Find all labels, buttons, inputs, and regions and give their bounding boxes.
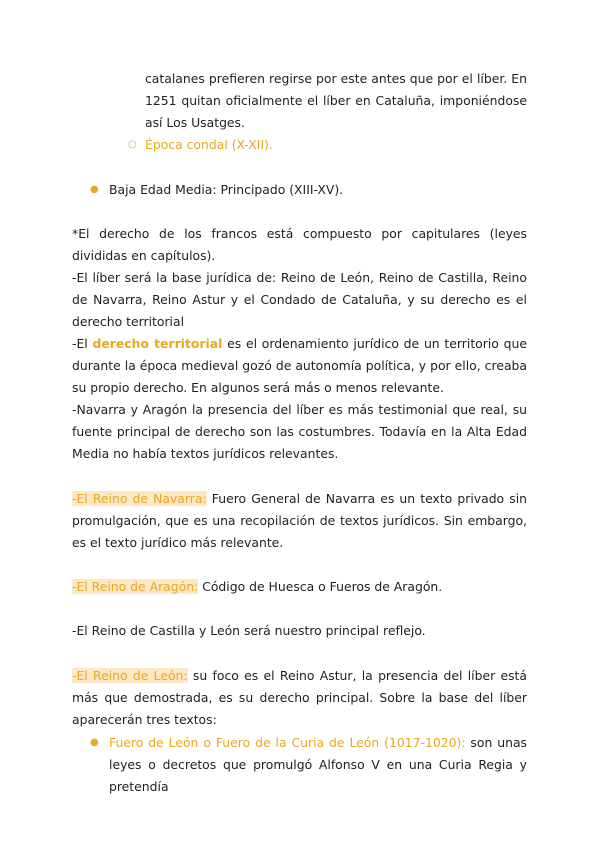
- paragraph-derecho-territorial: -El derecho territorial es el ordenamiento jurídico de un territorio que durante la época medieval gozó de autonomía política, y por ello, creaba su propio derecho. En algunos será más o menos relevante.: [72, 336, 527, 395]
- paragraph-liber: -El líber será la base jurídica de: Reino de León, Reino de Castilla, Reino de Navarra, Reino Astur y el Condado de Cataluña, y su derecho es el derecho territorial: [72, 270, 527, 329]
- term-derecho-territorial: derecho territorial: [92, 336, 223, 351]
- label-reino-aragon: -El Reino de Aragón:: [72, 579, 199, 594]
- paragraph-reino-aragon: -El Reino de Aragón: Código de Huesca o Fueros de Aragón.: [72, 579, 443, 594]
- intro-text: catalanes prefieren regirse por este antes que por el líber. En 1251 quitan oficialmente el líber en Cataluña, imponiéndose así Los Usatges.: [145, 71, 527, 130]
- paragraph-reino-leon: -El Reino de León: su foco es el Reino Astur, la presencia del líber está más que demostrada, es su derecho principal. Sobre la base del líber aparecerán tres textos:: [72, 668, 527, 727]
- hollow-bullet-icon: ○: [128, 139, 137, 150]
- paragraph-navarra-aragon: -Navarra y Aragón la presencia del líber es más testimonial que real, su fuente principal de derecho son las costumbres. Todavía en la Alta Edad Media no había textos jurídicos relevantes.: [72, 402, 527, 461]
- bullet-icon: ●: [90, 737, 99, 748]
- label-reino-leon: -El Reino de León:: [72, 668, 188, 683]
- fuero-de-leon-title: Fuero de León o Fuero de la Curia de León (1017-1020):: [109, 735, 466, 750]
- bullet-icon: ●: [90, 184, 99, 195]
- bullet-fuero-de-leon: Fuero de León o Fuero de la Curia de León (1017-1020): son unas leyes o decretos que promulgó Alfonso V en una Curia Regia y pretendía: [109, 735, 527, 794]
- label-reino-navarra: -El Reino de Navarra:: [72, 491, 207, 506]
- sub-bullet-epoca-condal: Época condal (X-XII).: [145, 137, 273, 152]
- paragraph-reino-navarra: -El Reino de Navarra: Fuero General de Navarra es un texto privado sin promulgación, que es una recopilación de textos jurídicos. Sin embargo, es el texto jurídico más relevante.: [72, 491, 528, 550]
- intro-paragraph: [145, 68, 527, 134]
- paragraph-castilla-leon: -El Reino de Castilla y León será nuestro principal reflejo.: [72, 623, 426, 638]
- bullet-baja-edad-media: Baja Edad Media: Principado (XIII-XV).: [109, 182, 344, 197]
- paragraph-francos: *El derecho de los francos está compuesto por capitulares (leyes divididas en capítulos).: [72, 226, 527, 263]
